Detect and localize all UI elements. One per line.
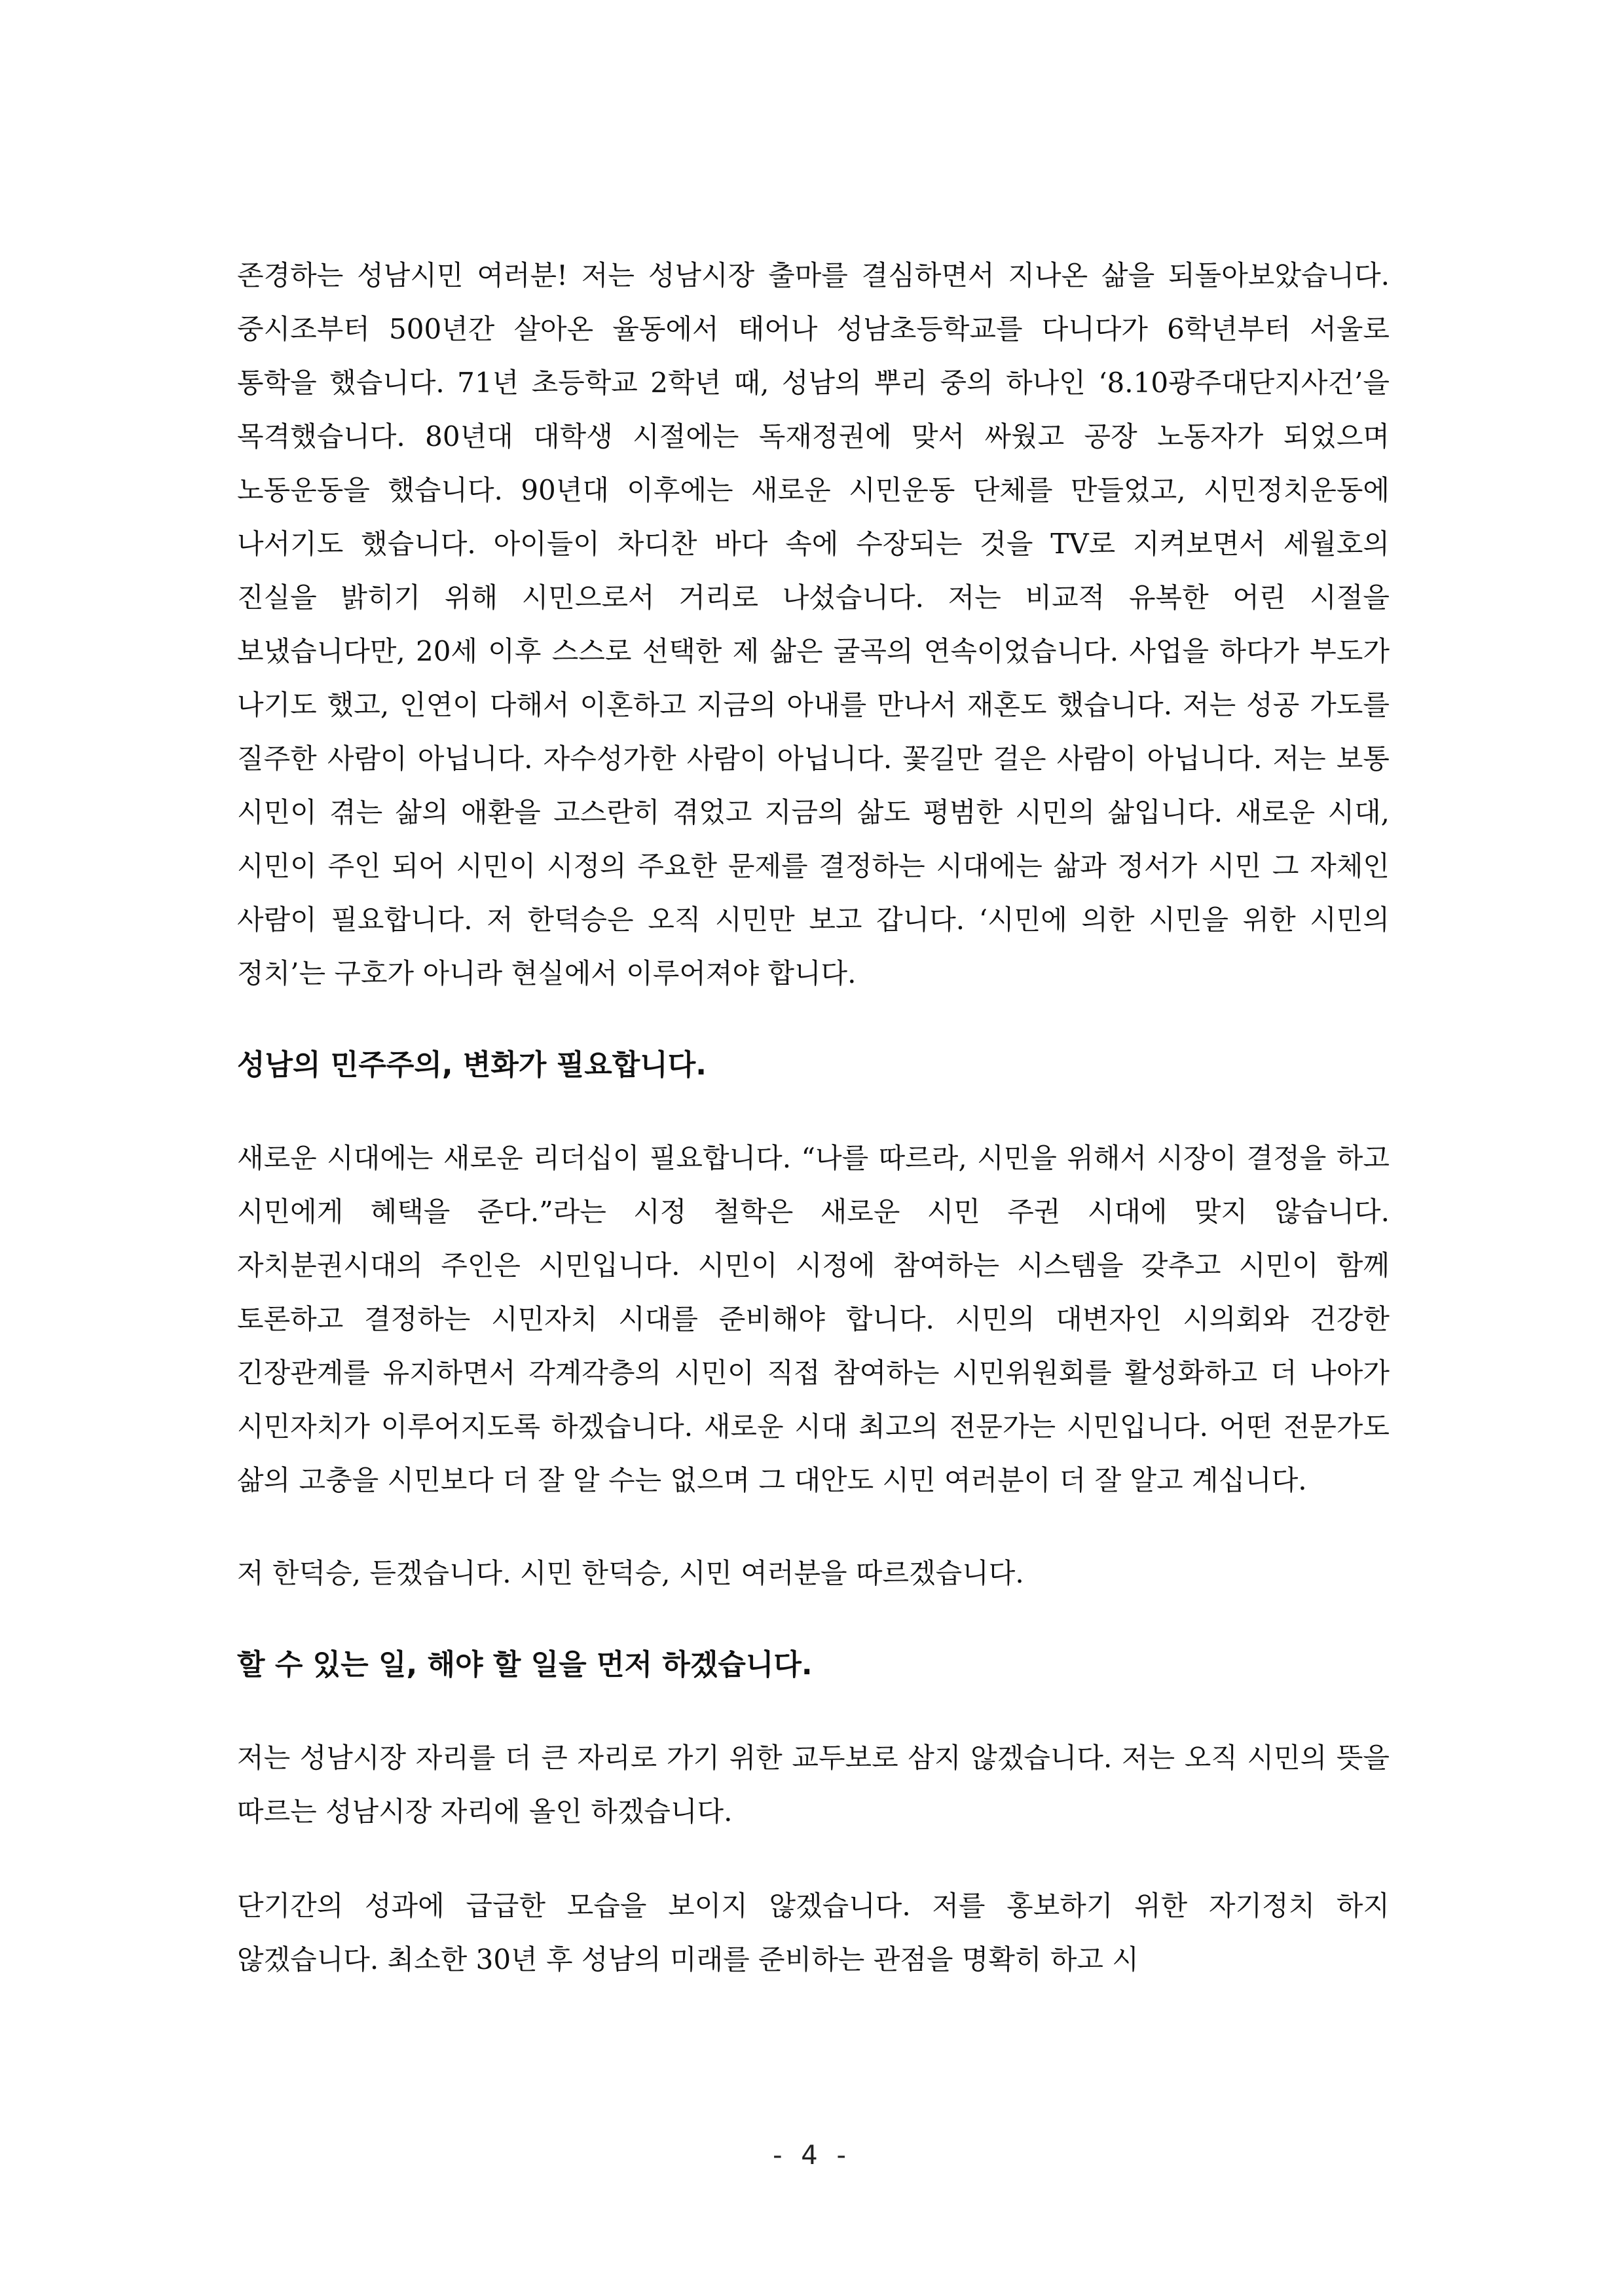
long-term-paragraph: 단기간의 성과에 급급한 모습을 보이지 않겠습니다. 저를 홍보하기 위한 자기정치 하지 않겠습니다. 최소한 30년 후 성남의 미래를 준비하는 관점을 명확히 하고 시 <box>237 1890 1390 1975</box>
listening-paragraph: 저 한덕승, 듣겠습니다. 시민 한덕승, 시민 여러분을 따르겠습니다. <box>237 1557 1024 1589</box>
leadership-paragraph: 새로운 시대에는 새로운 리더십이 필요합니다. “나를 따르라, 시민을 위해서 시장이 결정을 하고 시민에게 혜택을 준다.”라는 시정 철학은 새로운 시민 주권 시대에 맞지 않습니다. 자치분권시대의 주인은 시민입니다. 시민이 시정에 참여하는 시스템을 갖추고 시민이 함께 토론하고 결정하는 시민자치 시대를 준비해야 합니다. 시민의 대변자인 시의회와 건강한 긴장관계를 유지하면서 각계각층의 시민이 직접 참여하는 시민위원회를 활성화하고 더 나아가 시민자치가 이루어지도록 하겠습니다. 새로운 시대 최고의 전문가는 시민입니다. 어떤 전문가도 삶의 고충을 시민보다 더 잘 알 수는 없으며 그 대안도 시민 여러분이 더 잘 알고 계십니다. <box>237 1142 1390 1496</box>
intro-paragraph: 존경하는 성남시민 여러분! 저는 성남시장 출마를 결심하면서 지나온 삶을 되돌아보았습니다. 중시조부터 500년간 살아온 율동에서 태어나 성남초등학교를 다니다가 6학년부터 서울로 통학을 했습니다. 71년 초등학교 2학년 때, 성남의 뿌리 중의 하나인 ‘8.10광주대단지사건’을 목격했습니다. 80년대 대학생 시절에는 독재정권에 맞서 싸웠고 공장 노동자가 되었으며 노동운동을 했습니다. 90년대 이후에는 새로운 시민운동 단체를 만들었고, 시민정치운동에 나서기도 했습니다. 아이들이 차디찬 바다 속에 수장되는 것을 TV로 지켜보면서 세월호의 진실을 밝히기 위해 시민으로서 거리로 나섰습니다. 저는 비교적 유복한 어린 시절을 보냈습니다만, 20세 이후 스스로 선택한 제 삶은 굴곡의 연속이었습니다. 사업을 하다가 부도가 나기도 했고, 인연이 다해서 이혼하고 지금의 아내를 만나서 재혼도 했습니다. 저는 성공 가도를 질주한 사람이 아닙니다. 자수성가한 사람이 아닙니다. 꽃길만 걸은 사람이 아닙니다. 저는 보통 시민이 겪는 삶의 애환을 고스란히 겪었고 지금의 삶도 평범한 시민의 삶입니다. 새로운 시대, 시민이 주인 되어 시민이 시정의 주요한 문제를 결정하는 시대에는 삶과 정서가 시민 그 자체인 사람이 필요합니다. 저 한덕승은 오직 시민만 보고 갑니다. ‘시민에 의한 시민을 위한 시민의 정치’는 구호가 아니라 현실에서 이루어져야 합니다. <box>237 259 1390 989</box>
document-body <box>237 249 1390 1987</box>
section-heading-priorities: 할 수 있는 일, 해야 할 일을 먼저 하겠습니다. <box>237 1648 813 1681</box>
page-number: - 4 - <box>773 2140 851 2171</box>
section-heading-democracy: 성남의 민주주의, 변화가 필요합니다. <box>237 1048 707 1082</box>
commitment-paragraph: 저는 성남시장 자리를 더 큰 자리로 가기 위한 교두보로 삼지 않겠습니다. 저는 오직 시민의 뜻을 따르는 성남시장 자리에 올인 하겠습니다. <box>237 1742 1390 1827</box>
